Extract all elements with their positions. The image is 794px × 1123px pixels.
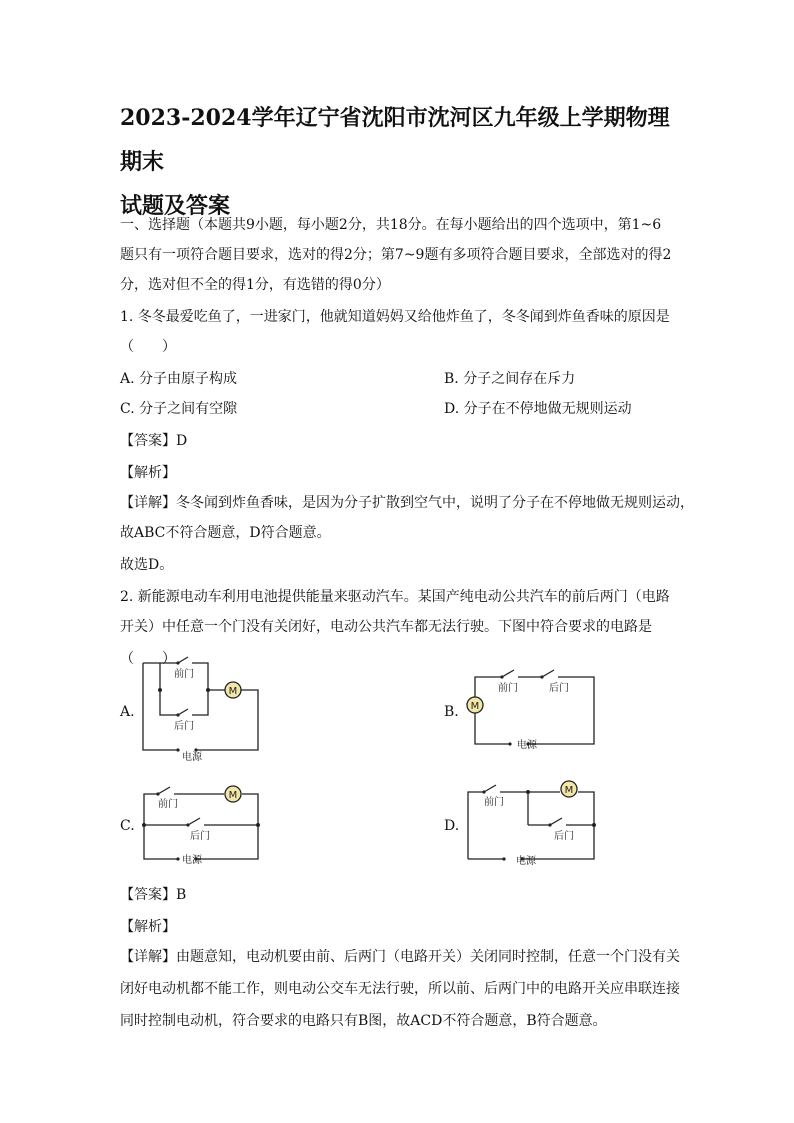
title-line-1: 2023-2024学年辽宁省沈阳市沈河区九年级上学期物理期末 [120,105,670,175]
power-label-a: 电源 [182,752,202,763]
back-door-label-b: 后门 [549,683,569,694]
power-label-c: 电源 [182,855,202,866]
q2-answer: 【答案】B [120,887,187,903]
circuit-diagram-a [138,655,268,770]
q1-option-d: D. 分子在不停地做无规则运动 [444,401,632,417]
q2-analysis: 【解析】 [120,919,176,935]
q1-answer: 【答案】D [120,433,188,449]
power-label-d: 电源 [516,856,536,867]
q2-detail-1: 【详解】由题意知，电动机要由前、后两门（电路开关）关闭同时控制，任意一个门没有关 [120,949,680,965]
q2-stem-1: 2. 新能源电动车利用电池提供能量来驱动汽车。某国产纯电动公共汽车的前后两门（电路 [120,589,670,605]
q1-paren: （ ） [120,339,176,355]
q2-paren: （ ） [120,651,176,667]
q2-detail-3: 同时控制电动机，符合要求的电路只有B图，故ACD不符合题意，B符合题意。 [120,1013,607,1029]
q2-label-d: D. [444,818,460,834]
back-door-label-c: 后门 [190,831,210,842]
front-door-label-d: 前门 [484,797,504,808]
q1-analysis: 【解析】 [120,465,176,481]
circuit-diagram-b [462,665,602,760]
q2-stem-2: 开关）中任意一个门没有关闭好，电动公共汽车都无法行驶。下图中符合要求的电路是 [120,619,652,635]
motor-label-d: M [564,785,574,796]
q1-detail-3: 故选D。 [120,557,174,573]
q2-label-a: A. [120,704,135,720]
q1-detail-1: 【详解】冬冬闻到炸鱼香味，是因为分子扩散到空气中，说明了分子在不停地做无规则运动， [120,495,694,511]
q2-label-b: B. [444,704,459,720]
q1-option-a: A. 分子由原子构成 [120,371,238,387]
front-door-label-a: 前门 [174,669,194,680]
front-door-label-c: 前门 [158,799,178,810]
circuit-diagram-c [138,780,268,870]
power-label-b: 电源 [517,740,537,751]
back-door-label-d: 后门 [554,831,574,842]
q2-label-c: C. [120,818,135,834]
q1-option-b: B. 分子之间存在斥力 [444,371,576,387]
motor-label-b: M [470,701,480,712]
q1-detail-2: 故ABC不符合题意，D符合题意。 [120,525,331,541]
motor-label-c: M [228,790,238,801]
section-instructions-2: 题只有一项符合题目要求，选对的得2分；第7~9题有多项符合题目要求，全部选对的得2 [120,247,672,263]
motor-label-a: M [228,686,238,697]
back-door-label-a: 后门 [174,721,194,732]
front-door-label-b: 前门 [498,683,518,694]
section-instructions-1: 一、选择题（本题共9小题，每小题2分，共18分。在每小题给出的四个选项中，第1~6 [120,217,662,233]
document-title [120,96,690,228]
section-instructions-3: 分，选对但不全的得1分，有选错的得0分） [120,277,390,293]
q1-stem: 1. 冬冬最爱吃鱼了，一进家门，他就知道妈妈又给他炸鱼了，冬冬闻到炸鱼香味的原因是 [120,309,670,325]
q2-detail-2: 闭好电动机都不能工作，则电动公交车无法行驶，所以前、后两门中的电路开关应串联连接 [120,981,680,997]
circuit-diagram-d [462,775,602,870]
title-line-2: 试题及答案 [120,193,231,219]
q1-option-c: C. 分子之间有空隙 [120,401,238,417]
